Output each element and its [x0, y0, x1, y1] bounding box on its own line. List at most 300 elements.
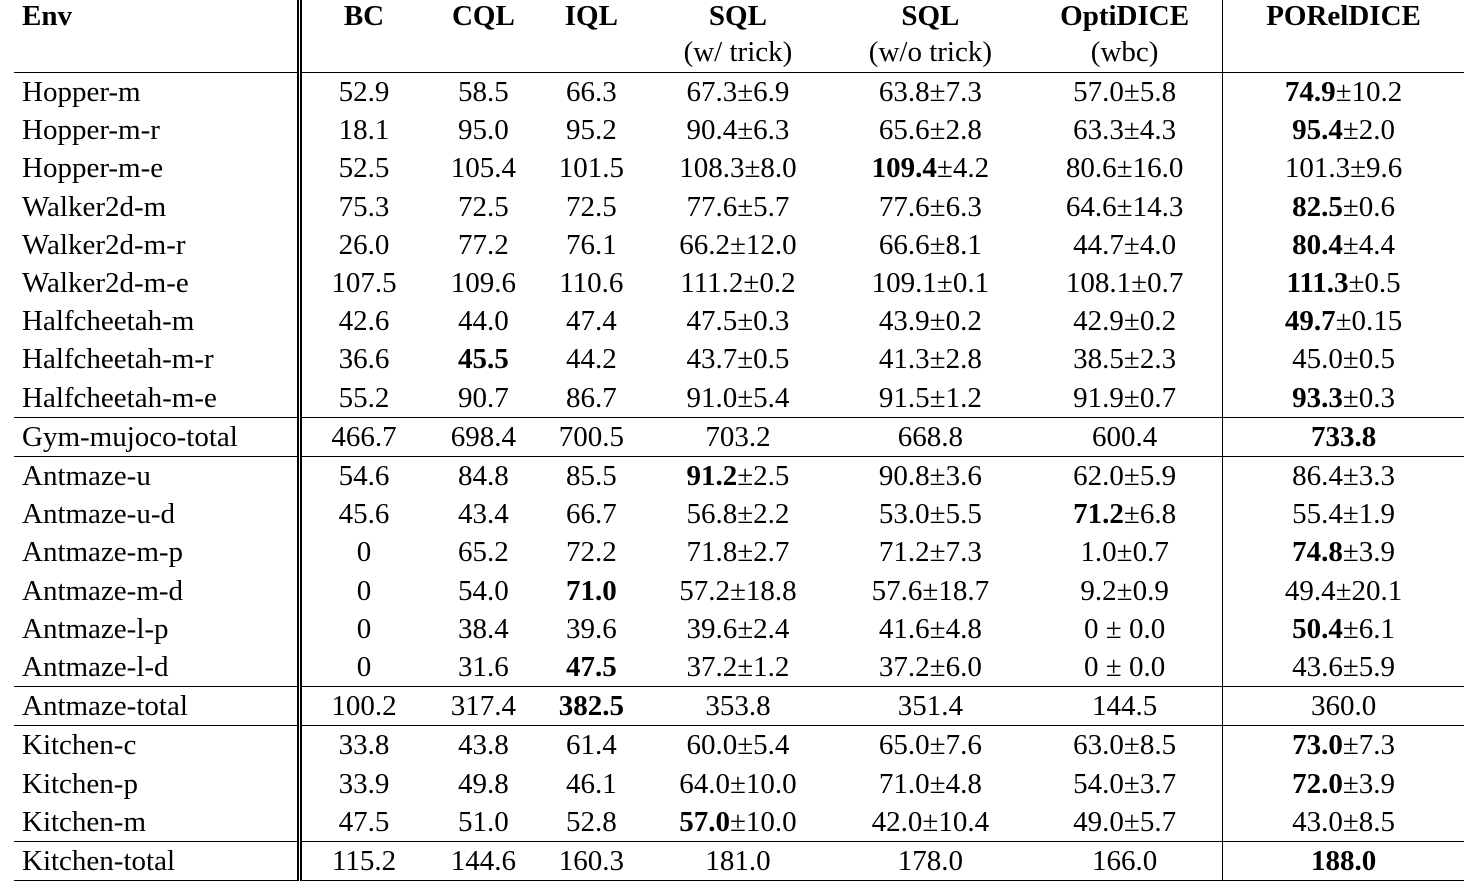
env-cell: Antmaze-total	[14, 687, 299, 726]
score-mean: 166.0	[1092, 845, 1158, 878]
score-cell	[1223, 340, 1464, 378]
table-row	[14, 73, 1464, 112]
score-mean: 600.4	[1092, 420, 1158, 453]
score-mean: 178.0	[897, 845, 964, 878]
score-std: ±6.3	[929, 190, 982, 223]
score-mean: 85.5	[565, 460, 617, 493]
env-cell: Halfcheetah-m-e	[14, 379, 299, 418]
score-cell	[540, 610, 642, 648]
score-cell	[1027, 726, 1223, 765]
score-cell	[834, 765, 1027, 803]
score-cell	[1027, 457, 1223, 496]
table-row	[14, 149, 1464, 187]
score-cell	[642, 572, 833, 610]
score-cell	[1223, 803, 1464, 842]
score-mean: 74.9	[1284, 76, 1336, 108]
score-cell	[426, 842, 540, 881]
score-mean: 111.3	[1286, 267, 1349, 300]
score-cell	[642, 73, 833, 112]
score-cell	[299, 264, 426, 302]
score-std: ±4.2	[936, 152, 990, 185]
score-cell	[540, 803, 642, 842]
score-std: ±10.0	[729, 805, 797, 838]
score-mean: 95.2	[565, 114, 617, 147]
score-cell	[834, 610, 1027, 648]
score-mean: 37.2	[878, 651, 930, 684]
score-mean: 41.6	[878, 612, 930, 645]
score-cell	[299, 765, 426, 803]
table-row	[14, 302, 1464, 340]
header-env: Env	[14, 0, 299, 32]
score-cell	[642, 842, 833, 881]
score-mean: 71.8	[686, 536, 738, 569]
score-cell	[299, 495, 426, 533]
table-row	[14, 803, 1464, 842]
score-mean: 45.5	[458, 343, 509, 376]
score-cell	[834, 379, 1027, 418]
score-cell	[642, 457, 833, 496]
score-std: ±2.2	[737, 498, 790, 531]
score-cell	[1027, 648, 1223, 687]
score-mean: 54.0	[1073, 767, 1124, 800]
score-cell	[1027, 264, 1223, 302]
score-mean: 31.6	[458, 651, 509, 684]
score-mean: 51.0	[458, 805, 509, 838]
score-cell	[834, 111, 1027, 149]
score-cell	[426, 149, 540, 187]
total-row	[14, 417, 1464, 456]
score-cell	[834, 73, 1027, 112]
score-mean: 49.8	[458, 767, 509, 800]
score-cell	[299, 302, 426, 340]
score-mean: 108.1	[1065, 267, 1132, 300]
score-mean: 93.3	[1292, 381, 1343, 414]
score-std: ±0.1	[936, 267, 990, 300]
score-mean: 360.0	[1310, 690, 1377, 723]
score-mean: 52.9	[338, 76, 390, 108]
score-std: ±6.0	[929, 651, 982, 684]
score-cell	[426, 188, 540, 226]
score-cell	[1223, 687, 1464, 726]
score-cell	[834, 842, 1027, 881]
table-row	[14, 379, 1464, 418]
score-std: ±6.9	[737, 76, 790, 108]
score-cell	[1223, 572, 1464, 610]
score-cell	[540, 572, 642, 610]
env-cell: Antmaze-m-p	[14, 533, 299, 571]
score-mean: 65.0	[878, 729, 930, 762]
score-std: ±0.2	[1123, 305, 1177, 338]
score-mean: 55.4	[1292, 498, 1343, 531]
score-std: ±2.5	[737, 460, 790, 493]
score-mean: 76.1	[565, 228, 617, 261]
score-cell	[1223, 379, 1464, 418]
score-mean: 90.7	[458, 381, 509, 414]
score-cell	[834, 226, 1027, 264]
score-cell	[426, 803, 540, 842]
score-mean: 317.4	[450, 690, 517, 723]
score-mean: 84.8	[458, 460, 509, 493]
header-sub-sql-trick: (w/ trick)	[642, 32, 833, 73]
score-mean: 0	[1084, 612, 1099, 645]
score-cell	[642, 188, 833, 226]
score-mean: 95.4	[1292, 114, 1343, 147]
score-cell	[540, 379, 642, 418]
score-std: ±3.9	[1342, 536, 1396, 569]
score-std: ±20.1	[1335, 574, 1403, 607]
score-cell	[540, 726, 642, 765]
score-cell	[299, 533, 426, 571]
score-mean: 108.3	[679, 152, 745, 185]
score-std: ±1.9	[1342, 498, 1396, 531]
score-std: ±0.5	[737, 343, 790, 376]
score-mean: 60.0	[686, 729, 738, 762]
score-cell	[1027, 340, 1223, 378]
score-mean: 44.0	[458, 305, 509, 338]
header-sub-optidice: (wbc)	[1027, 32, 1223, 73]
score-mean: 42.0	[871, 805, 923, 838]
score-cell	[1223, 610, 1464, 648]
score-mean: 109.1	[871, 267, 937, 300]
score-mean: 43.9	[878, 305, 930, 338]
score-cell	[1223, 417, 1464, 456]
score-cell	[426, 648, 540, 687]
score-mean: 181.0	[705, 845, 771, 878]
score-mean: 18.1	[338, 114, 390, 147]
score-cell	[834, 803, 1027, 842]
score-mean: 72.2	[565, 536, 617, 569]
score-mean: 54.6	[338, 460, 390, 493]
env-cell: Kitchen-p	[14, 765, 299, 803]
score-std: ±7.3	[1342, 729, 1396, 762]
score-mean: 52.5	[338, 152, 390, 185]
score-std: ±5.4	[737, 381, 790, 414]
score-mean: 41.3	[878, 343, 930, 376]
table-row	[14, 495, 1464, 533]
score-mean: 36.6	[338, 343, 390, 376]
score-cell	[1027, 842, 1223, 881]
total-row	[14, 842, 1464, 881]
score-mean: 64.0	[679, 767, 730, 800]
env-cell: Antmaze-u-d	[14, 495, 299, 533]
score-cell	[1027, 572, 1223, 610]
score-mean: 1.0	[1080, 536, 1117, 569]
score-mean: 105.4	[450, 152, 517, 185]
score-std: ±0.3	[1342, 381, 1396, 414]
score-cell	[299, 73, 426, 112]
score-mean: 47.5	[686, 305, 738, 338]
score-std: ±3.7	[1123, 767, 1177, 800]
score-cell	[540, 457, 642, 496]
score-mean: 101.3	[1284, 152, 1351, 185]
score-mean: 107.5	[331, 267, 397, 300]
score-mean: 46.1	[565, 767, 617, 800]
score-cell	[642, 340, 833, 378]
score-std: ±18.7	[922, 574, 990, 607]
score-std: ±5.7	[1123, 805, 1177, 838]
score-cell	[642, 302, 833, 340]
score-cell	[1027, 765, 1223, 803]
score-cell	[642, 610, 833, 648]
score-mean: 47.4	[565, 305, 617, 338]
score-mean: 0	[356, 612, 372, 645]
score-mean: 90.8	[878, 460, 930, 493]
score-std: ±0.15	[1335, 305, 1403, 338]
score-cell	[540, 73, 642, 112]
score-cell	[540, 417, 642, 456]
score-cell	[834, 495, 1027, 533]
score-mean: 53.0	[878, 498, 930, 531]
score-mean: 110.6	[559, 267, 624, 300]
score-cell	[299, 188, 426, 226]
score-mean: 71.0	[565, 574, 617, 607]
score-cell	[426, 226, 540, 264]
score-mean: 0	[356, 536, 372, 569]
score-cell	[540, 264, 642, 302]
score-mean: 100.2	[331, 690, 397, 723]
score-std: ±0.3	[737, 305, 790, 338]
score-cell	[642, 226, 833, 264]
score-mean: 91.5	[878, 381, 930, 414]
score-mean: 63.0	[1073, 729, 1124, 762]
score-cell	[1223, 226, 1464, 264]
score-mean: 111.2	[680, 267, 744, 300]
score-mean: 33.8	[338, 729, 390, 762]
score-cell	[834, 340, 1027, 378]
score-mean: 42.6	[338, 305, 390, 338]
score-cell	[642, 765, 833, 803]
score-mean: 66.2	[679, 228, 730, 261]
score-mean: 74.8	[1292, 536, 1343, 569]
score-mean: 72.5	[565, 190, 617, 223]
score-cell	[1223, 73, 1464, 112]
score-std: ±0.5	[1342, 343, 1396, 376]
score-std: ±0.6	[1342, 190, 1396, 223]
score-mean: 43.6	[1292, 651, 1343, 684]
score-cell	[1223, 149, 1464, 187]
score-mean: 353.8	[705, 690, 771, 723]
score-cell	[1027, 610, 1223, 648]
table-row	[14, 648, 1464, 687]
score-cell	[834, 417, 1027, 456]
env-cell: Gym-mujoco-total	[14, 417, 299, 456]
score-cell	[1027, 417, 1223, 456]
score-cell	[642, 111, 833, 149]
score-cell	[540, 188, 642, 226]
score-mean: 91.9	[1073, 381, 1124, 414]
header-sub-env	[14, 32, 299, 73]
table-row	[14, 226, 1464, 264]
score-cell	[1027, 73, 1223, 112]
score-mean: 733.8	[1310, 420, 1377, 453]
score-mean: 80.4	[1292, 228, 1343, 261]
score-mean: 33.9	[338, 767, 390, 800]
score-cell	[1027, 149, 1223, 187]
score-cell	[299, 111, 426, 149]
score-mean: 64.6	[1065, 190, 1117, 223]
score-mean: 57.2	[679, 574, 730, 607]
header-cql: CQL	[451, 0, 515, 32]
score-std: ±2.0	[1342, 114, 1396, 147]
score-cell	[426, 73, 540, 112]
score-mean: 43.4	[458, 498, 509, 531]
score-std: ±2.8	[929, 343, 982, 376]
score-std: ±4.8	[929, 767, 982, 800]
score-std: ±5.5	[929, 498, 982, 531]
score-cell	[540, 302, 642, 340]
score-mean: 71.2	[1073, 498, 1124, 531]
header-iql: IQL	[564, 0, 618, 32]
score-mean: 160.3	[558, 845, 624, 878]
score-std: ±1.2	[737, 651, 790, 684]
score-mean: 65.2	[458, 536, 509, 569]
score-cell	[1027, 226, 1223, 264]
score-std: ±7.3	[929, 536, 982, 569]
score-cell	[834, 302, 1027, 340]
score-std: ±9.6	[1350, 152, 1403, 185]
score-mean: 668.8	[897, 420, 964, 453]
score-mean: 75.3	[338, 190, 390, 223]
score-mean: 109.6	[450, 267, 517, 300]
score-std: ±16.0	[1116, 152, 1184, 185]
table-row	[14, 264, 1464, 302]
score-cell	[1027, 302, 1223, 340]
header-poreldice: PORelDICE	[1223, 0, 1464, 32]
score-cell	[834, 149, 1027, 187]
score-cell	[642, 495, 833, 533]
score-std: ±3.9	[1342, 767, 1396, 800]
score-mean: 56.8	[686, 498, 738, 531]
score-std: ±4.4	[1342, 228, 1396, 261]
env-cell: Hopper-m-e	[14, 149, 299, 187]
score-mean: 66.6	[878, 228, 930, 261]
score-cell	[1027, 111, 1223, 149]
table-row	[14, 111, 1464, 149]
score-cell	[642, 726, 833, 765]
score-mean: 90.4	[686, 114, 738, 147]
score-std: ±0.7	[1131, 267, 1184, 300]
score-mean: 61.4	[565, 729, 617, 762]
header-sql-trick: SQL	[708, 0, 767, 32]
env-cell: Antmaze-l-d	[14, 648, 299, 687]
score-std: ±2.8	[929, 114, 982, 147]
score-cell	[834, 264, 1027, 302]
score-mean: 52.8	[565, 805, 617, 838]
score-mean: 91.2	[686, 460, 738, 493]
score-mean: 57.0	[679, 805, 730, 838]
score-cell	[1223, 111, 1464, 149]
score-cell	[426, 340, 540, 378]
score-mean: 42.9	[1073, 305, 1124, 338]
score-mean: 188.0	[1310, 845, 1377, 878]
score-mean: 66.7	[565, 498, 617, 531]
env-cell: Hopper-m	[14, 73, 299, 112]
score-std: ±2.3	[1123, 343, 1177, 376]
score-cell	[540, 648, 642, 687]
score-mean: 72.0	[1292, 767, 1343, 800]
score-std: ±5.4	[737, 729, 790, 762]
score-mean: 101.5	[558, 152, 624, 185]
score-mean: 115.2	[331, 845, 397, 878]
score-mean: 698.4	[450, 420, 517, 453]
score-mean: 382.5	[558, 690, 624, 723]
score-cell	[1223, 648, 1464, 687]
env-cell: Halfcheetah-m-r	[14, 340, 299, 378]
score-mean: 49.7	[1284, 305, 1336, 338]
header-sub-bc	[299, 32, 426, 73]
score-mean: 71.2	[878, 536, 930, 569]
score-mean: 50.4	[1292, 612, 1343, 645]
score-std: ±3.3	[1342, 460, 1396, 493]
score-cell	[299, 340, 426, 378]
table-row	[14, 188, 1464, 226]
score-cell	[642, 264, 833, 302]
score-cell	[426, 765, 540, 803]
env-cell: Kitchen-total	[14, 842, 299, 881]
score-cell	[540, 842, 642, 881]
score-cell	[1027, 533, 1223, 571]
score-cell	[426, 533, 540, 571]
table-row	[14, 533, 1464, 571]
score-std: ±5.9	[1123, 460, 1177, 493]
env-cell: Antmaze-l-p	[14, 610, 299, 648]
env-cell: Antmaze-m-d	[14, 572, 299, 610]
score-cell	[299, 648, 426, 687]
score-mean: 109.4	[871, 152, 937, 185]
score-std: ±0.7	[1123, 381, 1177, 414]
score-mean: 54.0	[458, 574, 509, 607]
score-std: ±7.6	[929, 729, 982, 762]
header-sub-sql-notrick: (w/o trick)	[834, 32, 1027, 73]
score-mean: 0	[356, 574, 372, 607]
table-row	[14, 340, 1464, 378]
score-cell	[642, 533, 833, 571]
score-cell	[1027, 803, 1223, 842]
score-mean: 351.4	[897, 690, 964, 723]
score-std: ±8.5	[1123, 729, 1177, 762]
score-cell	[642, 149, 833, 187]
header-sub-poreldice	[1223, 32, 1464, 73]
score-std: ±0.2	[743, 267, 796, 300]
score-cell	[642, 379, 833, 418]
header-sql-notrick: SQL	[901, 0, 960, 32]
score-mean: 45.0	[1292, 343, 1343, 376]
score-cell	[1223, 533, 1464, 571]
score-cell	[1223, 457, 1464, 496]
score-mean: 73.0	[1292, 729, 1343, 762]
score-cell	[540, 226, 642, 264]
header-sub-cql	[426, 32, 540, 73]
table-row	[14, 457, 1464, 496]
score-mean: 95.0	[458, 114, 509, 147]
score-cell	[299, 417, 426, 456]
score-mean: 39.6	[565, 612, 617, 645]
score-std: ±8.5	[1342, 805, 1396, 838]
score-cell	[834, 188, 1027, 226]
score-mean: 58.5	[458, 76, 509, 108]
score-std: ±4.3	[1123, 114, 1177, 147]
score-cell	[299, 610, 426, 648]
env-cell: Kitchen-c	[14, 726, 299, 765]
score-mean: 63.3	[1073, 114, 1124, 147]
score-mean: 39.6	[686, 612, 738, 645]
score-std: ±10.4	[922, 805, 990, 838]
score-cell	[540, 765, 642, 803]
score-mean: 86.7	[565, 381, 617, 414]
score-std: ±14.3	[1116, 190, 1184, 223]
score-mean: 38.5	[1073, 343, 1124, 376]
score-std: ±2.7	[737, 536, 790, 569]
